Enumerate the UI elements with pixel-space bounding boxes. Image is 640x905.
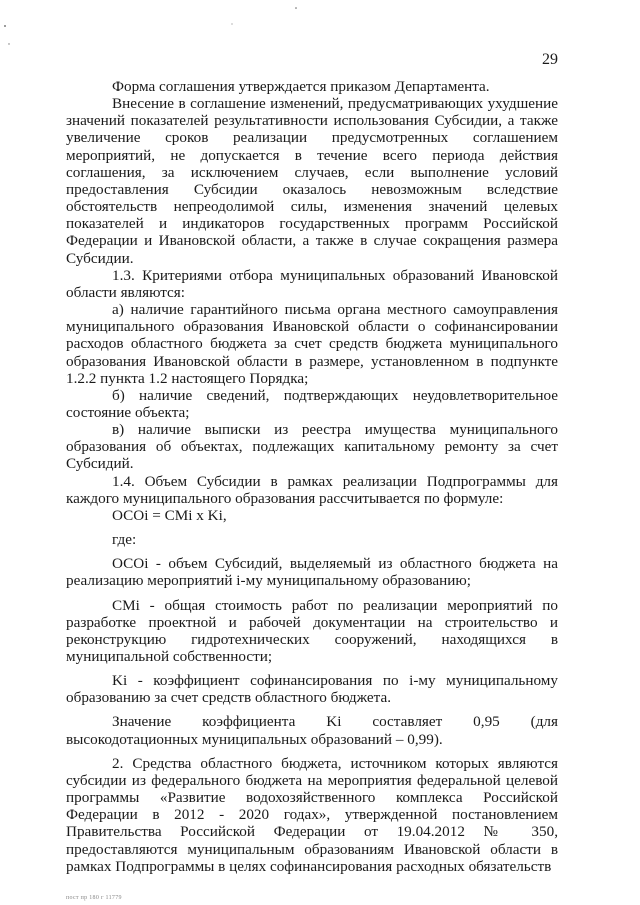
- paragraph-coefficient-value: Значение коэффициента Ki составляет 0,95 (для высокодотационных муниципальных образований – 0,99).: [66, 713, 558, 748]
- paragraph-federal-funds: 2. Средства областного бюджета, источником которых являются субсидии из федерального бюджета на мероприятия федеральной целевой программы «Развитие водохозяйственного комплекса Российской Федерации в 2012 - 2020 годах», утвержденной постановлением Правительства Российской Федерации от 19.04.2012 № 350, предоставляются муниципальным образованиям Ивановской области в рамках Подпрограммы в целях софинансирования расходных обязательств: [66, 754, 558, 875]
- paragraph-criterion-a: а) наличие гарантийного письма органа местного самоуправления муниципального образования Ивановской области о софинансировании расходов областного бюджета за счет средств бюджета муниципального образования Ивановской области в размере, установленном в подпункте 1.2.2 пункта 1.2 настоящего Порядка;: [66, 301, 558, 387]
- formula: ОСОi = CMi x Ki,: [112, 506, 227, 524]
- paragraph-criterion-b: б) наличие сведений, подтверждающих неудовлетворительное состояние объекта;: [66, 386, 558, 421]
- paragraph-criterion-c: в) наличие выписки из реестра имущества муниципального образования об объектах, подлежащих капитальному ремонту за счет Субсидий.: [66, 421, 558, 473]
- paragraph-selection-criteria: 1.3. Критериями отбора муниципальных образований Ивановской области являются:: [66, 266, 558, 301]
- document-body: [66, 78, 558, 875]
- paragraph-agreement-changes: Внесение в соглашение изменений, предусматривающих ухудшение значений показателей результативности использования Субсидии, а также увеличение сроков реализации предусмотренных соглашением мероприятий, не допускается в течение всего периода действия соглашения, за исключением случаев, если выполнение условий предоставления Субсидии оказалось невозможным вследствие обстоятельств непреодолимой силы, изменения значений целевых показателей и индикаторов государственных программ Российской Федерации и Ивановской области, а также в случае сокращения размера Субсидии.: [66, 95, 558, 267]
- paragraph-agreement-form: Форма соглашения утверждается приказом Департамента.: [112, 78, 490, 95]
- paragraph-oco-definition: ОСОi - объем Субсидий, выделяемый из областного бюджета на реализацию мероприятий i-му муниципальному образованию;: [66, 555, 558, 590]
- page-number: 29: [542, 51, 558, 68]
- paragraph-k-definition: Ki - коэффициент софинансирования по i-му муниципальному образованию за счет средств областного бюджета.: [66, 672, 558, 707]
- footer-code: пост пр 180 г 11779: [66, 895, 122, 901]
- paragraph-cm-definition: CMi - общая стоимость работ по реализации мероприятий по разработке проектной и рабочей документации на строительство и реконструкцию гидротехнических сооружений, находящихся в муниципальной собственности;: [66, 596, 558, 665]
- paragraph-subsidy-volume: 1.4. Объем Субсидии в рамках реализации Подпрограммы для каждого муниципального образования рассчитывается по формуле:: [66, 472, 558, 507]
- paragraph-where: где:: [112, 531, 137, 549]
